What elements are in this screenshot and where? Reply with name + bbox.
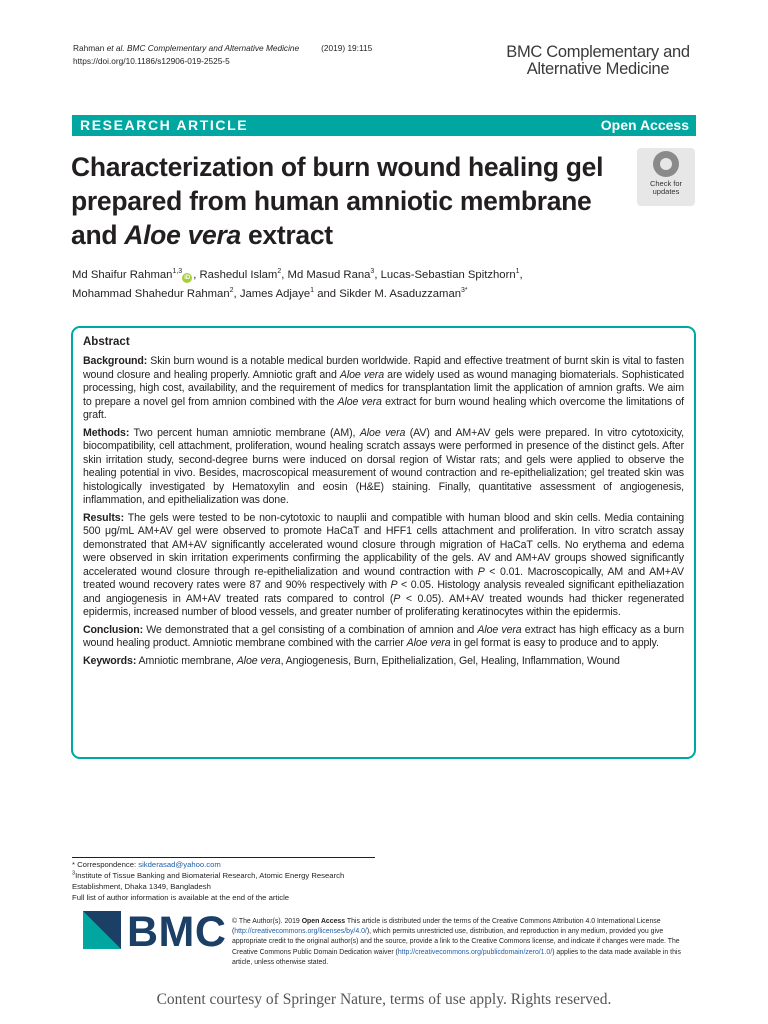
footnotes: [72, 859, 392, 903]
correspondence-email-link[interactable]: sikderasad@yahoo.com: [138, 860, 221, 869]
author-list: Md Shaifur Rahman$^{1,3}$iD , Rashedul Islam$^2$, Md Masud Rana$^3$, Lucas-Sebastian Spitzhorn$^1$, Mohammad Shahedur Rahman$^2$, James Adjaye$^1$ and Sikder M. Asaduzzaman$^{3*}$: [72, 268, 523, 300]
abstract-results: Results: The gels were tested to be non-cytotoxic to nauplii and compatible with human blood and skin cells. Media containing 500 μg/mL AM+AV gel were observed to promote HaCaT and HFF1 cells attachment and proliferation. In vitro scratch assay demonstrated that AM+AV significantly accelerated wound closure through migration of HaCaT cells. No erythema and edema were observed in skin irritation experiments confirming the applicability of the gels. AV and AM+AV groups showed significantly accelerated wound closure through re-epithelialization and wound contraction with P < 0.01. Macroscopically, AM and AM+AV treated wound recovery rates were 87 and 90% respectively with P < 0.05. Histology analysis revealed significant epitheliazation and angiogenesis in AM+AV treated rats compared to control (P < 0.05). AM+AV treated wounds had thicker regenerated epidermis, increased number of blood vessels, and greater number of proliferating keratinocytes within the epidermis.: [83, 511, 684, 618]
doi-link[interactable]: https://doi.org/10.1186/s12906-019-2525-5: [73, 55, 230, 66]
abstract-conclusion: Conclusion: We demonstrated that a gel consisting of a combination of amnion and Aloe vera extract has high efficacy as a burn wound healing product. Amniotic membrane combined with the carrier Aloe vera in gel format is easy to produce and to apply.: [83, 623, 685, 649]
footnote-divider: [72, 857, 375, 858]
article-title: Characterization of burn wound healing gel prepared from human amniotic membrane and Aloe vera extract: [71, 152, 604, 250]
journal-brand-line1: BMC Complementary and: [506, 43, 690, 61]
abstract-keywords: Keywords: Amniotic membrane, Aloe vera, Angiogenesis, Burn, Epithelialization, Gel, Healing, Inflammation, Wound: [83, 654, 620, 667]
article-type-banner: [72, 115, 696, 136]
author-name: Sikder M. Asaduzzaman$^{3*}$: [339, 287, 468, 300]
abstract-box: [71, 326, 696, 759]
author-name: Mohammad Shahedur Rahman$^2$: [72, 287, 234, 300]
citation-line: [73, 42, 372, 55]
courtesy-notice: Content courtesy of Springer Nature, terms of use apply. Rights reserved.: [156, 991, 612, 1008]
correspondence: * Correspondence: sikderasad@yahoo.com: [72, 860, 221, 869]
abstract-heading: Abstract: [83, 336, 130, 348]
affiliation: $^3$Institute of Tissue Banking and Biomaterial Research, Atomic Energy Research Establishment, Dhaka 1349, Bangladesh: [72, 870, 345, 891]
citation-author: Rahman: [73, 43, 105, 53]
license-statement: © The Author(s). 2019 Open Access This article is distributed under the terms of the Creative Commons Attribution 4.0 International License (http://creativecommons.org/licenses/by/4.0/), which permits unrestricted use, distribution, and reproduction in any medium, provided you give appropriate credit to the original author(s) and the source, provide a link to the Creative Commons license, and indicate if changes were made. The Creative Commons Public Domain Dedication waiver (http://creativecommons.org/publicdomain/zero/1.0/) applies to the data made available in this article, unless otherwise stated.: [232, 918, 681, 966]
citation-year-volume: (2019) 19:115: [321, 43, 373, 53]
author-name: Rashedul Islam$^2$: [199, 268, 282, 281]
journal-brand: [498, 44, 698, 78]
author-name: Lucas-Sebastian Spitzhorn$^1$: [380, 268, 520, 281]
abstract-background: Background: Skin burn wound is a notable medical burden worldwide. Rapid and effective treatment of burnt skin is vital to fasten wound closure and healing properly. Amniotic graft and Aloe vera are widely used as wound managing biomaterials. Sophisticated processing, high cost, availability, and the requirement of medics for transplantation limit the application of amnion grafts. We aim to prepare a novel gel from amnion combined with the Aloe vera extract for burn wound healing which overcome the limitations of graft.: [83, 355, 684, 421]
crossmark-label-1: Check for: [649, 179, 683, 188]
author-name: James Adjaye$^1$: [239, 287, 315, 300]
crossmark-icon: [653, 151, 679, 177]
citation-journal: et al. BMC Complementary and Alternative Medicine: [106, 43, 300, 53]
article-type-label: RESEARCH ARTICLE: [80, 117, 249, 133]
crossmark-label-2: updates: [652, 187, 680, 196]
check-for-updates-button[interactable]: [637, 148, 695, 206]
license-link[interactable]: http://creativecommons.org/licenses/by/4.0/: [234, 928, 367, 936]
running-header: [73, 42, 372, 67]
license-link[interactable]: http://creativecommons.org/publicdomain/zero/1.0/: [397, 948, 553, 956]
author-name: Md Shaifur Rahman$^{1,3}$: [72, 268, 183, 281]
author-name: Md Masud Rana$^3$: [287, 268, 375, 281]
orcid-icon[interactable]: iD: [184, 275, 191, 281]
abstract-methods: Methods: Two percent human amniotic membrane (AM), Aloe vera (AV) and AM+AV gels were prepared. In vitro cytotoxicity, biocompatibility, cell attachment, proliferation, wound healing scratch assays were performed in presence of the distinct gels. After skin irritation study, second-degree burns were induced on dorsal region of Wistar rats; and gels were applied to observe the healing potential in vivo. Besides, macroscopical measurement of wound contraction and re-epithelialization; gel treated skin was histologically investigated by Hematoxylin and eosin (H&E) staining. Finally, quantitative assessment of angiogenesis, inflammation, and epithelialization was done.: [83, 426, 684, 506]
open-access-label: Open Access: [600, 117, 689, 133]
journal-brand-line2: Alternative Medicine: [526, 60, 670, 78]
bmc-wordmark: BMC: [127, 908, 227, 956]
author-info-note: Full list of author information is available at the end of the article: [72, 893, 290, 902]
